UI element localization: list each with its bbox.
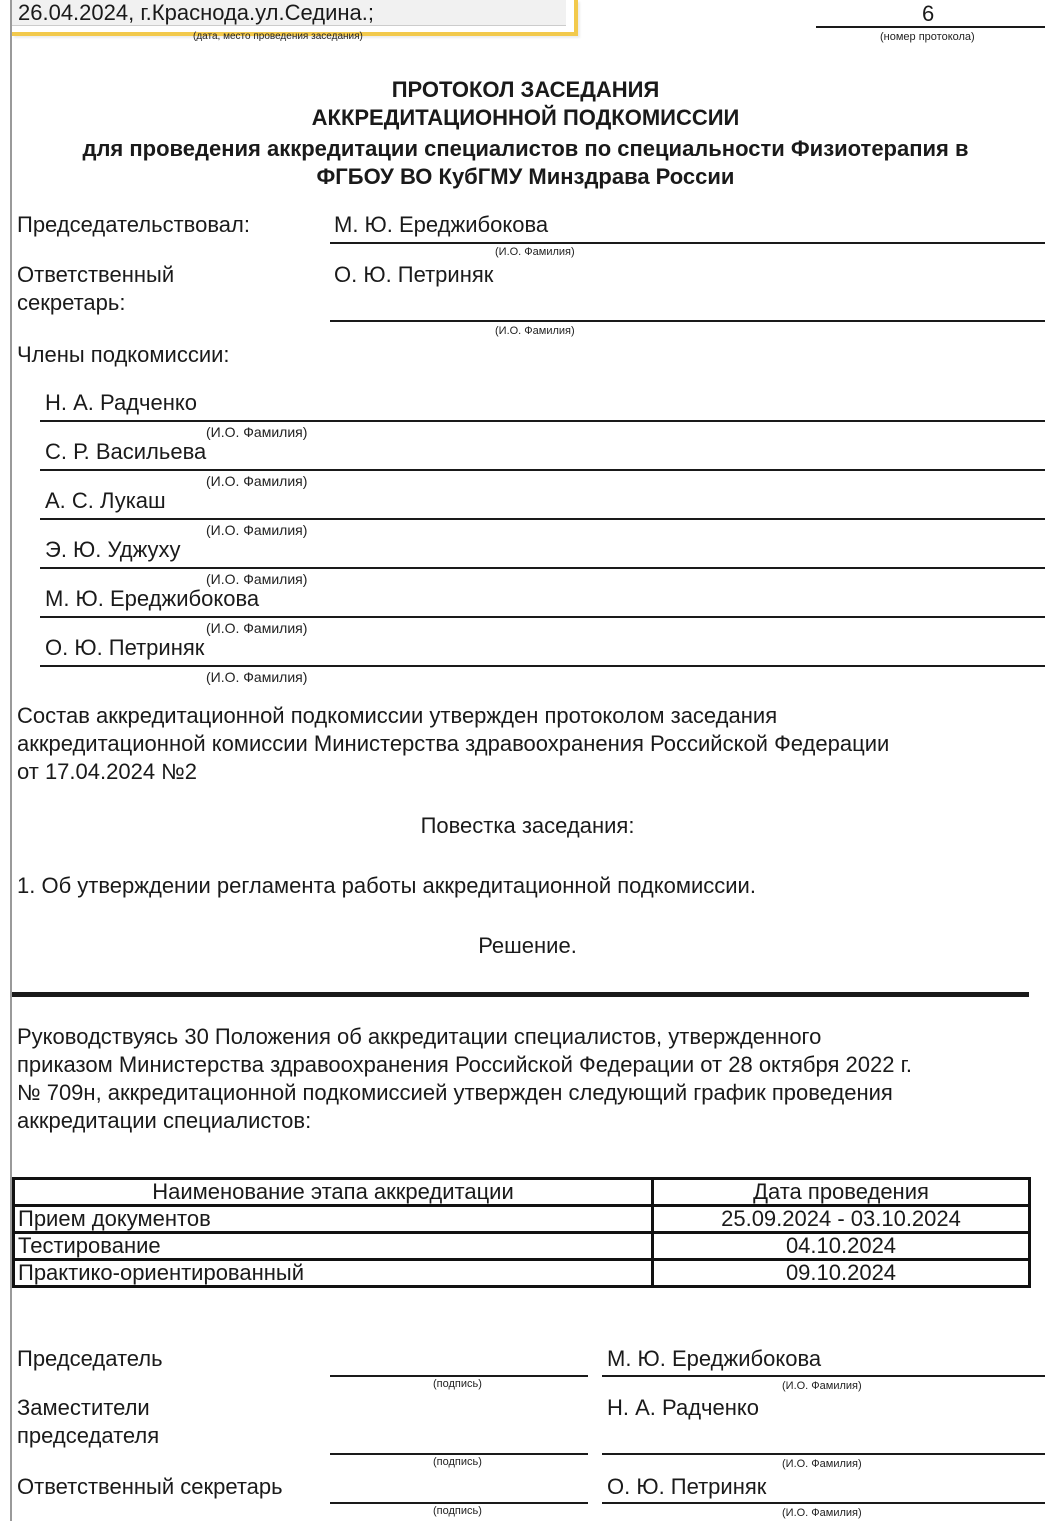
sig-chairman-signature-caption: (подпись)	[433, 1378, 482, 1390]
decision-line-1: Руководствуясь 30 Положения об аккредитации специалистов, утвержденного	[17, 1024, 822, 1049]
sig-chairman-name: М. Ю. Ереджибокова	[607, 1346, 822, 1371]
member-name-3: А. С. Лукаш	[45, 488, 166, 513]
decision-heading: Решение.	[478, 933, 577, 958]
table-row	[14, 1260, 1030, 1287]
protocol-number-caption: (номер протокола)	[880, 31, 975, 43]
table-row	[14, 1233, 1030, 1260]
date-place-caption: (дата, место проведения заседания)	[193, 31, 363, 42]
title-line-3: для проведения аккредитации специалистов по специальности Физиотерапия в	[82, 136, 969, 161]
sig-deputies-signature-line	[330, 1453, 588, 1455]
member-caption-2: (И.О. Фамилия)	[206, 473, 308, 489]
member-name-5: М. Ю. Ереджибокова	[45, 586, 260, 611]
schedule-stage-cell: Практико-ориентированный	[14, 1260, 653, 1287]
title-line-4: ФГБОУ ВО КубГМУ Минздрава России	[316, 164, 735, 189]
schedule-header-row	[14, 1179, 1030, 1206]
secretary-name: О. Ю. Петриняк	[334, 262, 494, 287]
sig-chairman-signature-line	[330, 1375, 588, 1377]
sig-chairman-name-line	[602, 1375, 1045, 1377]
members-label: Члены подкомиссии:	[17, 342, 230, 367]
sig-secretary-name-caption: (И.О. Фамилия)	[782, 1507, 862, 1519]
decision-line-2: приказом Министерства здравоохранения Российской Федерации от 28 октября 2022 г.	[17, 1052, 913, 1077]
member-underline-5	[40, 616, 1045, 618]
composition-line-3: от 17.04.2024 №2	[17, 759, 197, 784]
sig-deputy-name-caption: (И.О. Фамилия)	[782, 1458, 862, 1470]
composition-line-1: Состав аккредитационной подкомиссии утвержден протоколом заседания	[17, 703, 778, 728]
chair-name: М. Ю. Ереджибокова	[334, 212, 549, 237]
sig-secretary-label: Ответственный секретарь	[17, 1474, 283, 1499]
sig-chairman-label: Председатель	[17, 1346, 163, 1371]
sig-secretary-signature-line	[330, 1502, 588, 1504]
schedule-header-stage: Наименование этапа аккредитации	[14, 1179, 653, 1206]
schedule-stage-cell: Тестирование	[14, 1233, 653, 1260]
schedule-table	[12, 1177, 1031, 1288]
secretary-label-line-2: секретарь:	[17, 290, 126, 315]
member-caption-6: (И.О. Фамилия)	[206, 669, 308, 685]
left-margin-line	[10, 0, 12, 1521]
decision-line-3: № 709н, аккредитационной подкомиссией утвержден следующий график проведения	[17, 1080, 893, 1105]
secretary-label-line-1: Ответственный	[17, 262, 175, 287]
title-line-1: ПРОТОКОЛ ЗАСЕДАНИЯ	[391, 77, 660, 102]
sig-secretary-name: О. Ю. Петриняк	[607, 1474, 767, 1499]
sig-secretary-name-line	[602, 1502, 1045, 1504]
schedule-header-date: Дата проведения	[653, 1179, 1030, 1206]
sig-chairman-name-caption: (И.О. Фамилия)	[782, 1380, 862, 1392]
member-caption-1: (И.О. Фамилия)	[206, 424, 308, 440]
member-underline-1	[40, 420, 1045, 422]
sig-secretary-signature-caption: (подпись)	[433, 1505, 482, 1517]
decision-line-4: аккредитации специалистов:	[17, 1108, 312, 1133]
member-underline-2	[40, 469, 1045, 471]
schedule-date-cell: 04.10.2024	[653, 1233, 1030, 1260]
member-underline-3	[40, 518, 1045, 520]
composition-line-2: аккредитационной комиссии Министерства здравоохранения Российской Федерации	[17, 731, 890, 756]
sig-deputy-name-line	[602, 1453, 1045, 1455]
sig-deputy-name: Н. А. Радченко	[607, 1395, 759, 1420]
member-name-6: О. Ю. Петриняк	[45, 635, 205, 660]
schedule-stage-cell: Прием документов	[14, 1206, 653, 1233]
secretary-underline	[330, 320, 1045, 322]
chair-caption: (И.О. Фамилия)	[495, 246, 575, 258]
title-line-2: АККРЕДИТАЦИОННОЙ ПОДКОМИССИИ	[311, 105, 740, 130]
schedule-date-cell: 09.10.2024	[653, 1260, 1030, 1287]
agenda-heading: Повестка заседания:	[420, 813, 635, 838]
protocol-number: 6	[922, 1, 935, 26]
member-underline-6	[40, 665, 1045, 667]
protocol-number-underline	[816, 26, 1045, 28]
date-place-input[interactable]: 26.04.2024, г.Краснода.ул.Седина.;	[12, 0, 566, 26]
secretary-caption: (И.О. Фамилия)	[495, 325, 575, 337]
member-name-4: Э. Ю. Уджуху	[45, 537, 181, 562]
sig-deputies-label-line-2: председателя	[17, 1423, 160, 1448]
agenda-item-1: 1. Об утверждении регламента работы аккредитационной подкомиссии.	[17, 873, 756, 898]
table-row	[14, 1206, 1030, 1233]
member-caption-4: (И.О. Фамилия)	[206, 571, 308, 587]
schedule-date-cell: 25.09.2024 - 03.10.2024	[653, 1206, 1030, 1233]
sig-deputies-label-line-1: Заместители	[17, 1395, 150, 1420]
member-name-1: Н. А. Радченко	[45, 390, 197, 415]
member-caption-5: (И.О. Фамилия)	[206, 620, 308, 636]
section-divider	[12, 992, 1029, 997]
chair-underline	[330, 242, 1045, 244]
sig-deputies-signature-caption: (подпись)	[433, 1456, 482, 1468]
chair-label: Председательствовал:	[17, 212, 250, 237]
member-caption-3: (И.О. Фамилия)	[206, 522, 308, 538]
member-name-2: С. Р. Васильева	[45, 439, 207, 464]
member-underline-4	[40, 567, 1045, 569]
